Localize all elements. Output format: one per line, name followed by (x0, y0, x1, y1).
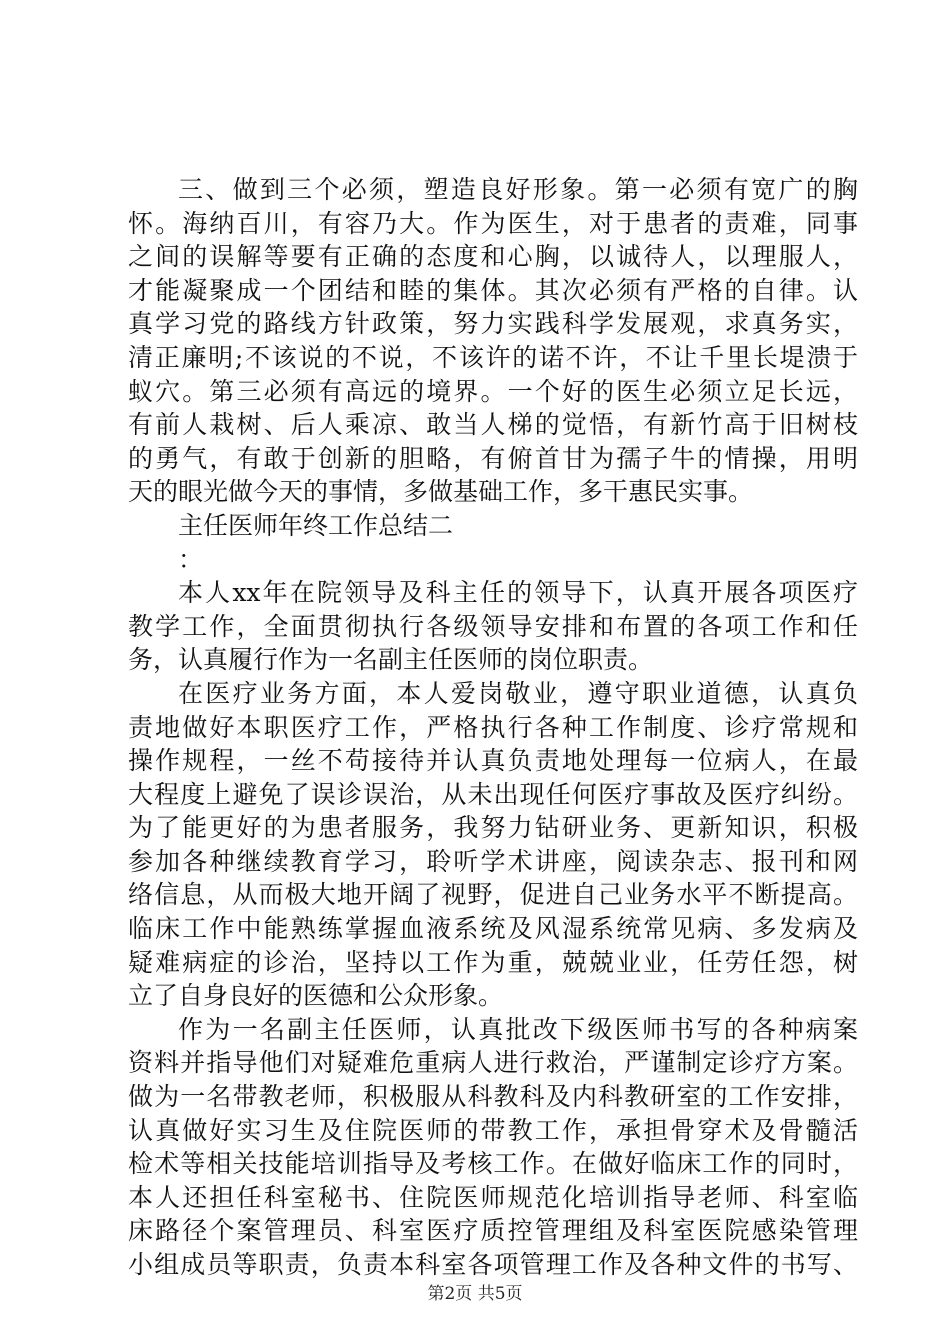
text-line: 天的眼光做今天的事情，多做基础工作，多干惠民实事。 (128, 477, 754, 507)
page-number: 第2页 共5页 (427, 1284, 523, 1304)
text-line: 作为一名副主任医师，认真批改下级医师书写的各种病案 (178, 1014, 858, 1044)
text-line: 做为一名带教老师，积极服从科教科及内科教研室的工作安排， (128, 1082, 858, 1112)
text-line: 为了能更好的为患者服务，我努力钻研业务、更新知识，积极 (128, 813, 858, 843)
text-line: 才能凝聚成一个团结和睦的集体。其次必须有严格的自律。认 (128, 275, 858, 305)
text-line: 立了自身良好的医德和公众形象。 (128, 981, 504, 1011)
text-line: 本人还担任科室秘书、住院医师规范化培训指导老师、科室临 (128, 1182, 858, 1212)
text-line: 临床工作中能熟练掌握血液系统及风湿系统常见病、多发病及 (128, 914, 858, 944)
text-line: 疑难病症的诊治，坚持以工作为重，兢兢业业，任劳任怨，树 (128, 947, 858, 977)
text-line: ： (178, 544, 204, 574)
text-line: 在医疗业务方面，本人爱岗敬业，遵守职业道德，认真负 (178, 678, 858, 708)
document-body (128, 173, 858, 1282)
text-line: 三、做到三个必须，塑造良好形象。第一必须有宽广的胸 (178, 175, 858, 204)
text-line: 床路径个案管理员、科室医疗质控管理组及科室医院感染管理 (128, 1216, 858, 1246)
text-line: 本人xx年在院领导及科主任的领导下，认真开展各项医疗 (178, 578, 858, 608)
text-line: 有前人栽树、后人乘凉、敢当人梯的觉悟，有新竹高于旧树枝 (128, 410, 858, 440)
text-line: 务，认真履行作为一名副主任医师的岗位职责。 (128, 645, 654, 675)
text-line: 检术等相关技能培训指导及考核工作。在做好临床工作的同时， (128, 1149, 858, 1179)
text-line: 教学工作，全面贯彻执行各级领导安排和布置的各项工作和任 (128, 611, 858, 641)
text-line: 络信息，从而极大地开阔了视野，促进自己业务水平不断提高。 (128, 880, 858, 910)
text-line: 资料并指导他们对疑难危重病人进行救治，严谨制定诊疗方案。 (128, 1048, 858, 1078)
text-line: 操作规程，一丝不苟接待并认真负责地处理每一位病人，在最 (128, 746, 858, 776)
text-line: 大程度上避免了误诊误治，从未出现任何医疗事故及医疗纠纷。 (128, 779, 858, 809)
text-line: 蚁穴。第三必须有高远的境界。一个好的医生必须立足长远， (128, 376, 858, 406)
text-line: 清正廉明;不该说的不说，不该许的诺不许，不让千里长堤溃于 (128, 342, 858, 372)
text-line: 真学习党的路线方针政策，努力实践科学发展观，求真务实， (128, 309, 858, 339)
text-line: 小组成员等职责，负责本科室各项管理工作及各种文件的书写、 (128, 1250, 858, 1279)
text-line: 怀。海纳百川，有容乃大。作为医生，对于患者的责难，同事 (128, 208, 858, 238)
text-line: 责地做好本职医疗工作，严格执行各种工作制度、诊疗常规和 (128, 712, 858, 742)
text-line: 参加各种继续教育学习，聆听学术讲座，阅读杂志、报刊和网 (128, 846, 858, 876)
section-heading: 主任医师年终工作总结二 (178, 510, 454, 540)
text-line: 认真做好实习生及住院医师的带教工作，承担骨穿术及骨髓活 (128, 1115, 858, 1145)
text-line: 之间的误解等要有正确的态度和心胸，以诚待人，以理服人， (128, 242, 858, 272)
text-line: 的勇气，有敢于创新的胆略，有俯首甘为孺子牛的情操，用明 (128, 443, 858, 473)
